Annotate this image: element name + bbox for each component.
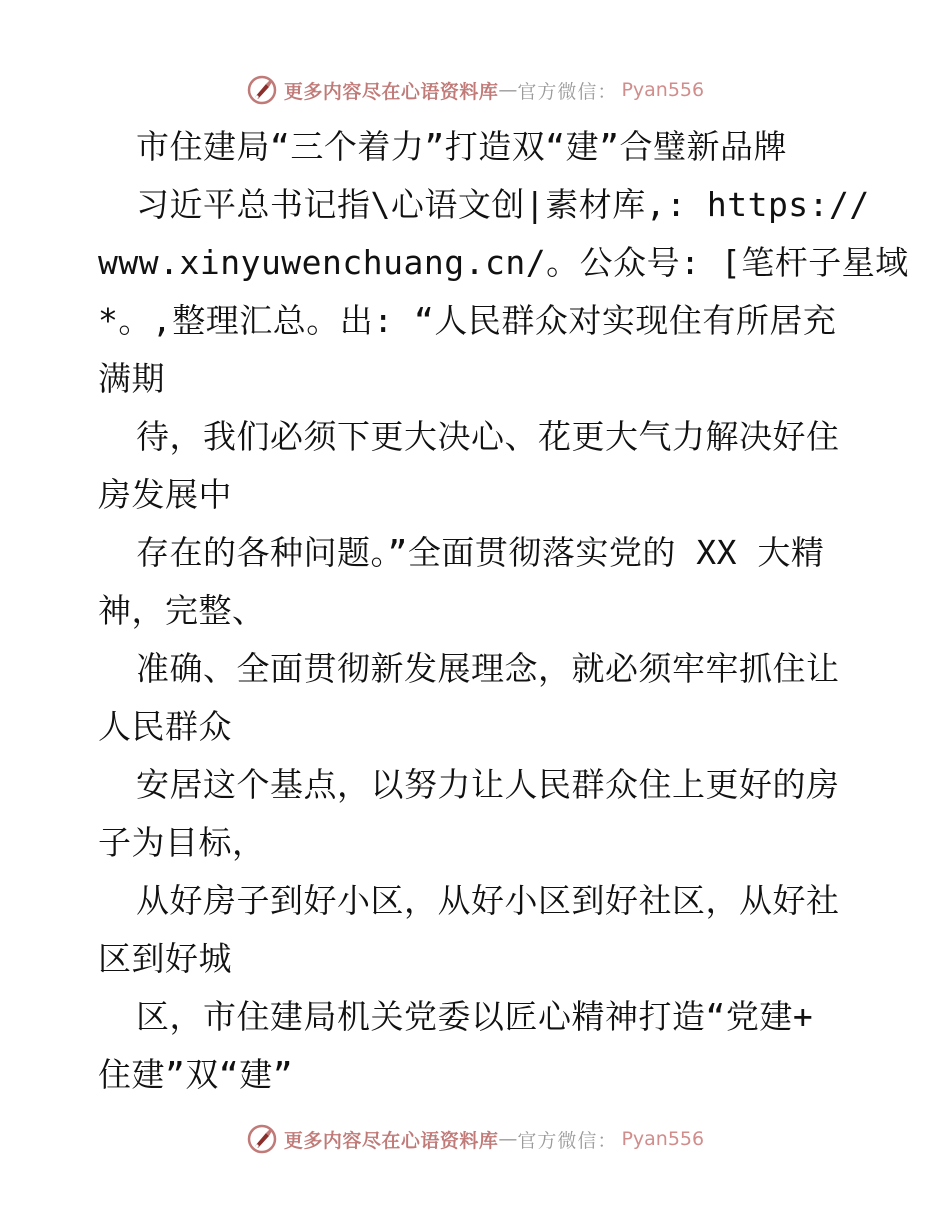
banner-separator: —: [498, 79, 518, 101]
text-line: 神，完整、: [98, 591, 266, 630]
document-title: 市住建局“三个着力”打造双“建”合璧新品牌: [136, 127, 787, 166]
text-line: 准确、全面贯彻新发展理念，就必须牢牢抓住让: [136, 649, 840, 688]
banner-wechat-label: 官方微信：: [517, 1129, 618, 1152]
text-line: 住建”双“建”: [98, 1055, 294, 1094]
banner-wechat-id: Pyan556: [621, 1128, 705, 1150]
banner-separator: —: [498, 1128, 518, 1150]
text-line: www.xinyuwenchuang.cn/。公众号: [笔杆子星域: [98, 243, 909, 282]
text-line: 习近平总书记指\心语文创|素材库,: https://: [136, 185, 870, 224]
text-line: 待，我们必须下更大决心、花更大气力解决好住: [136, 417, 840, 456]
text-line: 满期: [98, 359, 165, 398]
text-line: 从好房子到好小区，从好小区到好社区，从好社: [136, 881, 840, 920]
document-body: [98, 118, 909, 1104]
banner-wechat-label: 官方微信：: [517, 80, 618, 103]
footer-banner: [0, 1119, 950, 1159]
banner-wechat-id: Pyan556: [621, 79, 705, 101]
text-line: 安居这个基点，以努力让人民群众住上更好的房: [136, 765, 840, 804]
text-line: 人民群众: [98, 707, 232, 746]
banner-site-name: 更多内容尽在心语资料库: [283, 80, 499, 103]
fountain-pen-seal-icon: [246, 74, 278, 106]
text-line: *。,整理汇总。出: “人民群众对实现住有所居充: [98, 301, 837, 340]
text-line: 存在的各种问题。”全面贯彻落实党的 XX 大精: [136, 533, 825, 572]
text-line: 区到好城: [98, 939, 232, 978]
text-line: 房发展中: [98, 475, 232, 514]
text-line: 区，市住建局机关党委以匠心精神打造“党建+: [136, 997, 814, 1036]
text-line: 子为目标，: [98, 823, 266, 862]
fountain-pen-seal-icon: [246, 1123, 278, 1155]
header-banner: [0, 70, 950, 110]
banner-site-name: 更多内容尽在心语资料库: [283, 1129, 499, 1152]
